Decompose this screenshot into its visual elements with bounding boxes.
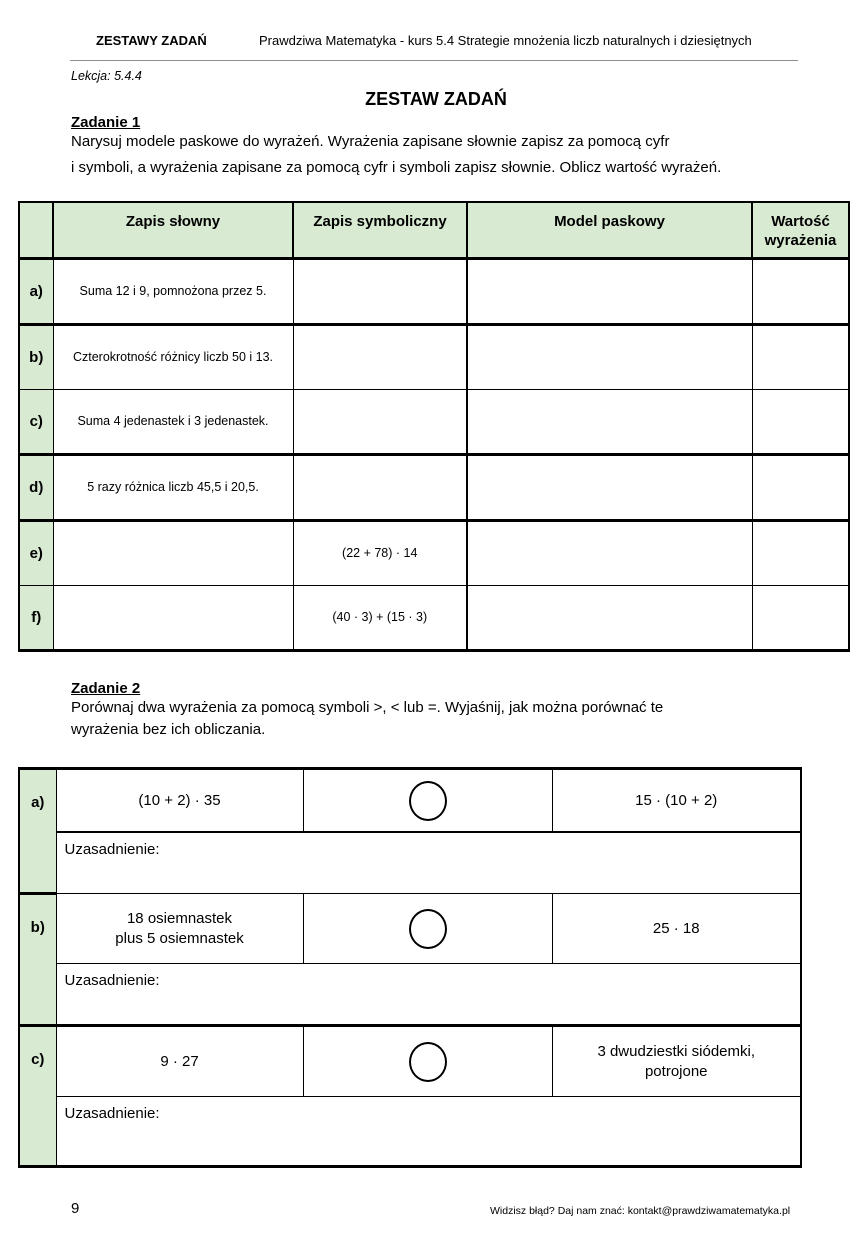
task1-text-line1: Narysuj modele paskowe do wyrażeń. Wyrażenia zapisane słownie zapisz za pomocą cyfr xyxy=(71,133,670,150)
header-value: Wartość wyrażenia xyxy=(752,202,849,258)
header-words: Zapis słowny xyxy=(53,202,293,258)
comparison-row xyxy=(19,769,801,833)
value-cell[interactable] xyxy=(752,585,849,650)
task1-title: Zadanie 1 xyxy=(71,114,141,131)
task1-block xyxy=(71,114,669,153)
row-label: e) xyxy=(19,520,53,585)
table-row xyxy=(19,324,849,389)
words-cell: Czterokrotność różnicy liczb 50 i 13. xyxy=(53,324,293,389)
symbolic-cell[interactable] xyxy=(293,389,467,454)
row-label: c) xyxy=(19,389,53,454)
justification-field[interactable]: Uzasadnienie: xyxy=(56,832,801,894)
row-label: b) xyxy=(19,894,56,1026)
header-cell-label xyxy=(19,202,53,258)
page-number: 9 xyxy=(71,1200,80,1217)
right-expression: 25 · 18 xyxy=(552,894,801,964)
symbolic-cell[interactable] xyxy=(293,324,467,389)
comparison-row xyxy=(19,1026,801,1097)
left-expression: (10 + 2) · 35 xyxy=(56,769,303,833)
symbolic-cell[interactable] xyxy=(293,258,467,324)
page-title: ZESTAW ZADAŃ xyxy=(365,89,507,109)
model-cell[interactable] xyxy=(467,454,752,520)
words-cell: Suma 12 i 9, pomnożona przez 5. xyxy=(53,258,293,324)
value-cell[interactable] xyxy=(752,389,849,454)
symbolic-cell: (40 · 3) + (15 · 3) xyxy=(293,585,467,650)
task2-table xyxy=(18,767,802,1168)
justification-row xyxy=(19,832,801,894)
table-row xyxy=(19,389,849,454)
value-cell[interactable] xyxy=(752,454,849,520)
left-expression: 9 · 27 xyxy=(56,1026,303,1097)
row-label: a) xyxy=(19,769,56,894)
left-expression: 18 osiemnastek plus 5 osiemnastek xyxy=(56,894,303,964)
task1-text-line2: i symboli, a wyrażenia zapisane za pomocą cyfr i symboli zapisz słownie. Oblicz wartość wyrażeń. xyxy=(71,159,722,176)
justification-row xyxy=(19,964,801,1026)
table-header-row xyxy=(19,202,849,258)
model-cell[interactable] xyxy=(467,258,752,324)
header-symbolic: Zapis symboliczny xyxy=(293,202,467,258)
model-cell[interactable] xyxy=(467,520,752,585)
words-cell: 5 razy różnica liczb 45,5 i 20,5. xyxy=(53,454,293,520)
table-row xyxy=(19,585,849,650)
task2-text-line2: wyrażenia bez ich obliczania. xyxy=(71,721,266,738)
table-row xyxy=(19,520,849,585)
row-label: c) xyxy=(19,1026,56,1167)
justification-row xyxy=(19,1097,801,1167)
value-cell[interactable] xyxy=(752,520,849,585)
lesson-number: Lekcja: 5.4.4 xyxy=(71,69,142,83)
comparison-slot[interactable] xyxy=(303,894,552,964)
header-section: ZESTAWY ZADAŃ xyxy=(96,33,207,48)
row-label: f) xyxy=(19,585,53,650)
row-label: a) xyxy=(19,258,53,324)
model-cell[interactable] xyxy=(467,324,752,389)
footer-contact-note: Widzisz błąd? Daj nam znać: kontakt@prawdziwamatematyka.pl xyxy=(490,1205,791,1217)
table-row xyxy=(19,454,849,520)
justification-field[interactable]: Uzasadnienie: xyxy=(56,964,801,1026)
header-divider xyxy=(70,60,798,61)
header-course: Prawdziwa Matematyka - kurs 5.4 Strategie mnożenia liczb naturalnych i dziesiętnych xyxy=(259,33,752,48)
symbolic-cell: (22 + 78) · 14 xyxy=(293,520,467,585)
right-expression: 15 · (10 + 2) xyxy=(552,769,801,833)
row-label: b) xyxy=(19,324,53,389)
words-cell[interactable] xyxy=(53,520,293,585)
comparison-row xyxy=(19,894,801,964)
model-cell[interactable] xyxy=(467,389,752,454)
comparison-circle-icon[interactable] xyxy=(409,1042,447,1082)
comparison-slot[interactable] xyxy=(303,1026,552,1097)
symbolic-cell[interactable] xyxy=(293,454,467,520)
comparison-circle-icon[interactable] xyxy=(409,781,447,821)
table-row xyxy=(19,258,849,324)
row-label: d) xyxy=(19,454,53,520)
task1-table xyxy=(18,201,850,652)
words-cell[interactable] xyxy=(53,585,293,650)
comparison-slot[interactable] xyxy=(303,769,552,833)
value-cell[interactable] xyxy=(752,258,849,324)
justification-field[interactable]: Uzasadnienie: xyxy=(56,1097,801,1167)
task2-text-line1: Porównaj dwa wyrażenia za pomocą symboli >, < lub =. Wyjaśnij, jak można porównać te xyxy=(71,699,664,716)
header-model: Model paskowy xyxy=(467,202,752,258)
words-cell: Suma 4 jedenastek i 3 jedenastek. xyxy=(53,389,293,454)
model-cell[interactable] xyxy=(467,585,752,650)
comparison-circle-icon[interactable] xyxy=(409,909,447,949)
right-expression: 3 dwudziestki siódemki, potrojone xyxy=(552,1026,801,1097)
task2-title: Zadanie 2 xyxy=(71,680,141,697)
task2-block xyxy=(71,680,663,741)
value-cell[interactable] xyxy=(752,324,849,389)
